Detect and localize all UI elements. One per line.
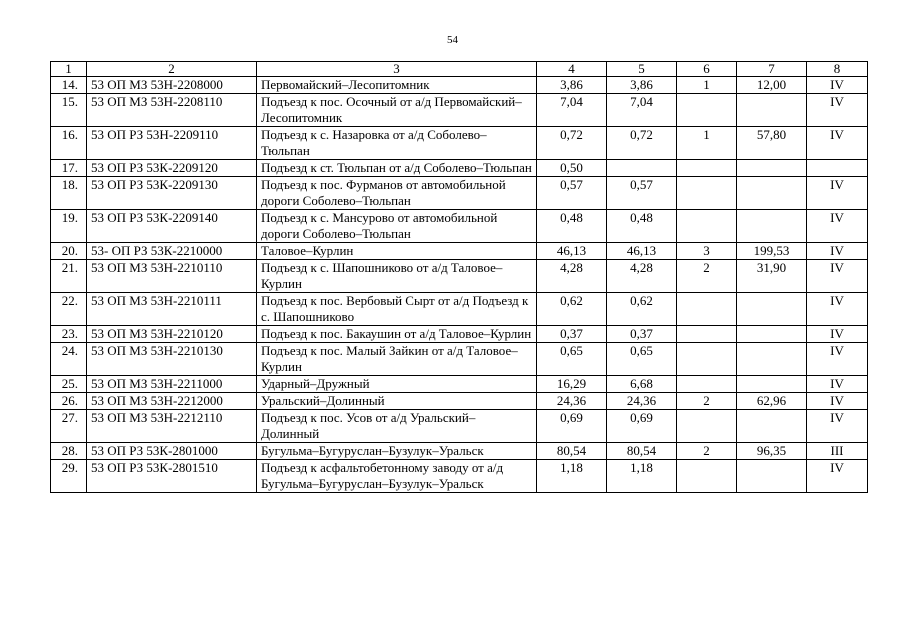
paved-length-cell: 0,57 [607, 177, 677, 210]
road-code-cell: 53 ОП РЗ 53К-2801510 [87, 460, 257, 493]
table-row [51, 376, 868, 393]
category-cell: IV [807, 243, 868, 260]
bridges-length-cell: 96,35 [737, 443, 807, 460]
bridges-count-cell [677, 210, 737, 243]
row-number-cell: 19. [51, 210, 87, 243]
length-cell: 0,57 [537, 177, 607, 210]
road-name-cell: Подъезд к асфальтобетонному заводу от а/д Бугульма–Бугуруслан–Бузулук–Уральск [257, 460, 537, 493]
row-number-cell: 28. [51, 443, 87, 460]
header-cell: 2 [87, 62, 257, 77]
bridges-length-cell [737, 160, 807, 177]
road-code-cell: 53 ОП РЗ 53К-2209120 [87, 160, 257, 177]
bridges-count-cell [677, 94, 737, 127]
bridges-count-cell: 2 [677, 260, 737, 293]
table-row [51, 460, 868, 493]
bridges-count-cell: 2 [677, 393, 737, 410]
row-number-cell: 25. [51, 376, 87, 393]
road-code-cell: 53 ОП РЗ 53К-2209130 [87, 177, 257, 210]
header-cell: 7 [737, 62, 807, 77]
header-cell: 5 [607, 62, 677, 77]
bridges-count-cell [677, 410, 737, 443]
table-row [51, 243, 868, 260]
road-name-cell: Подъезд к пос. Осочный от а/д Первомайский–Лесопитомник [257, 94, 537, 127]
length-cell: 80,54 [537, 443, 607, 460]
road-name-cell: Ударный–Дружный [257, 376, 537, 393]
category-cell: III [807, 443, 868, 460]
length-cell: 0,72 [537, 127, 607, 160]
category-cell: IV [807, 326, 868, 343]
road-code-cell: 53 ОП МЗ 53Н-2212110 [87, 410, 257, 443]
category-cell: IV [807, 94, 868, 127]
page-number: 54 [447, 34, 458, 46]
paved-length-cell: 0,48 [607, 210, 677, 243]
road-code-cell: 53 ОП МЗ 53Н-2210130 [87, 343, 257, 376]
road-code-cell: 53 ОП РЗ 53К-2209140 [87, 210, 257, 243]
bridges-count-cell: 1 [677, 127, 737, 160]
category-cell: IV [807, 260, 868, 293]
bridges-count-cell: 2 [677, 443, 737, 460]
table-row [51, 160, 868, 177]
category-cell: IV [807, 393, 868, 410]
road-name-cell: Подъезд к с. Назаровка от а/д Соболево–Тюльпан [257, 127, 537, 160]
road-code-cell: 53 ОП РЗ 53К-2801000 [87, 443, 257, 460]
road-name-cell: Подъезд к пос. Усов от а/д Уральский–Долинный [257, 410, 537, 443]
category-cell: IV [807, 410, 868, 443]
paved-length-cell [607, 160, 677, 177]
bridges-count-cell: 3 [677, 243, 737, 260]
bridges-length-cell: 31,90 [737, 260, 807, 293]
row-number-cell: 26. [51, 393, 87, 410]
road-name-cell: Подъезд к с. Шапошниково от а/д Таловое–Курлин [257, 260, 537, 293]
table-row [51, 443, 868, 460]
category-cell: IV [807, 293, 868, 326]
table-header-row [51, 62, 868, 77]
bridges-length-cell [737, 177, 807, 210]
row-number-cell: 18. [51, 177, 87, 210]
category-cell: IV [807, 343, 868, 376]
table-row [51, 393, 868, 410]
length-cell: 24,36 [537, 393, 607, 410]
bridges-count-cell [677, 177, 737, 210]
table-row [51, 260, 868, 293]
row-number-cell: 15. [51, 94, 87, 127]
length-cell: 0,65 [537, 343, 607, 376]
bridges-count-cell [677, 460, 737, 493]
road-code-cell: 53 ОП МЗ 53Н-2210120 [87, 326, 257, 343]
row-number-cell: 16. [51, 127, 87, 160]
paved-length-cell: 1,18 [607, 460, 677, 493]
bridges-count-cell [677, 343, 737, 376]
bridges-count-cell [677, 326, 737, 343]
bridges-length-cell: 57,80 [737, 127, 807, 160]
header-cell: 4 [537, 62, 607, 77]
table-row [51, 94, 868, 127]
bridges-count-cell [677, 293, 737, 326]
length-cell: 0,48 [537, 210, 607, 243]
header-cell: 8 [807, 62, 868, 77]
bridges-length-cell [737, 343, 807, 376]
category-cell: IV [807, 460, 868, 493]
header-cell: 6 [677, 62, 737, 77]
table-row [51, 293, 868, 326]
paved-length-cell: 0,62 [607, 293, 677, 326]
row-number-cell: 27. [51, 410, 87, 443]
bridges-count-cell: 1 [677, 77, 737, 94]
road-code-cell: 53 ОП МЗ 53Н-2210110 [87, 260, 257, 293]
road-code-cell: 53 ОП МЗ 53Н-2211000 [87, 376, 257, 393]
row-number-cell: 20. [51, 243, 87, 260]
roads-table [50, 61, 868, 493]
paved-length-cell: 3,86 [607, 77, 677, 94]
paved-length-cell: 6,68 [607, 376, 677, 393]
road-name-cell: Первомайский–Лесопитомник [257, 77, 537, 94]
bridges-length-cell [737, 293, 807, 326]
road-name-cell: Подъезд к пос. Малый Зайкин от а/д Таловое–Курлин [257, 343, 537, 376]
row-number-cell: 14. [51, 77, 87, 94]
bridges-count-cell [677, 376, 737, 393]
length-cell: 1,18 [537, 460, 607, 493]
road-name-cell: Уральский–Долинный [257, 393, 537, 410]
bridges-length-cell: 199,53 [737, 243, 807, 260]
bridges-length-cell: 62,96 [737, 393, 807, 410]
category-cell: IV [807, 77, 868, 94]
road-code-cell: 53 ОП МЗ 53Н-2208000 [87, 77, 257, 94]
header-cell: 3 [257, 62, 537, 77]
bridges-length-cell [737, 410, 807, 443]
row-number-cell: 29. [51, 460, 87, 493]
category-cell: IV [807, 127, 868, 160]
bridges-length-cell [737, 376, 807, 393]
road-code-cell: 53 ОП МЗ 53Н-2210111 [87, 293, 257, 326]
road-code-cell: 53- ОП РЗ 53К-2210000 [87, 243, 257, 260]
category-cell: IV [807, 210, 868, 243]
bridges-count-cell [677, 160, 737, 177]
road-name-cell: Подъезд к с. Мансурово от автомобильной дороги Соболево–Тюльпан [257, 210, 537, 243]
paved-length-cell: 24,36 [607, 393, 677, 410]
length-cell: 0,62 [537, 293, 607, 326]
paved-length-cell: 4,28 [607, 260, 677, 293]
paved-length-cell: 0,72 [607, 127, 677, 160]
length-cell: 7,04 [537, 94, 607, 127]
road-name-cell: Подъезд к пос. Фурманов от автомобильной дороги Соболево–Тюльпан [257, 177, 537, 210]
road-code-cell: 53 ОП МЗ 53Н-2212000 [87, 393, 257, 410]
table-row [51, 410, 868, 443]
bridges-length-cell [737, 460, 807, 493]
length-cell: 4,28 [537, 260, 607, 293]
category-cell: IV [807, 177, 868, 210]
length-cell: 0,50 [537, 160, 607, 177]
row-number-cell: 24. [51, 343, 87, 376]
road-name-cell: Подъезд к пос. Бакаушин от а/д Таловое–Курлин [257, 326, 537, 343]
row-number-cell: 23. [51, 326, 87, 343]
road-code-cell: 53 ОП РЗ 53Н-2209110 [87, 127, 257, 160]
category-cell [807, 160, 868, 177]
table-row [51, 127, 868, 160]
paved-length-cell: 0,69 [607, 410, 677, 443]
bridges-length-cell [737, 326, 807, 343]
header-cell: 1 [51, 62, 87, 77]
bridges-length-cell [737, 94, 807, 127]
length-cell: 0,37 [537, 326, 607, 343]
length-cell: 16,29 [537, 376, 607, 393]
table-body [51, 62, 868, 493]
bridges-length-cell: 12,00 [737, 77, 807, 94]
row-number-cell: 22. [51, 293, 87, 326]
length-cell: 46,13 [537, 243, 607, 260]
paved-length-cell: 80,54 [607, 443, 677, 460]
paved-length-cell: 7,04 [607, 94, 677, 127]
road-name-cell: Бугульма–Бугуруслан–Бузулук–Уральск [257, 443, 537, 460]
road-name-cell: Подъезд к пос. Вербовый Сырт от а/д Подъезд к с. Шапошниково [257, 293, 537, 326]
length-cell: 3,86 [537, 77, 607, 94]
road-name-cell: Таловое–Курлин [257, 243, 537, 260]
road-code-cell: 53 ОП МЗ 53Н-2208110 [87, 94, 257, 127]
row-number-cell: 17. [51, 160, 87, 177]
category-cell: IV [807, 376, 868, 393]
bridges-length-cell [737, 210, 807, 243]
length-cell: 0,69 [537, 410, 607, 443]
road-name-cell: Подъезд к ст. Тюльпан от а/д Соболево–Тюльпан [257, 160, 537, 177]
table-row [51, 343, 868, 376]
paved-length-cell: 0,37 [607, 326, 677, 343]
table-row [51, 210, 868, 243]
table-row [51, 326, 868, 343]
table-row [51, 77, 868, 94]
paved-length-cell: 0,65 [607, 343, 677, 376]
row-number-cell: 21. [51, 260, 87, 293]
table-row [51, 177, 868, 210]
paved-length-cell: 46,13 [607, 243, 677, 260]
